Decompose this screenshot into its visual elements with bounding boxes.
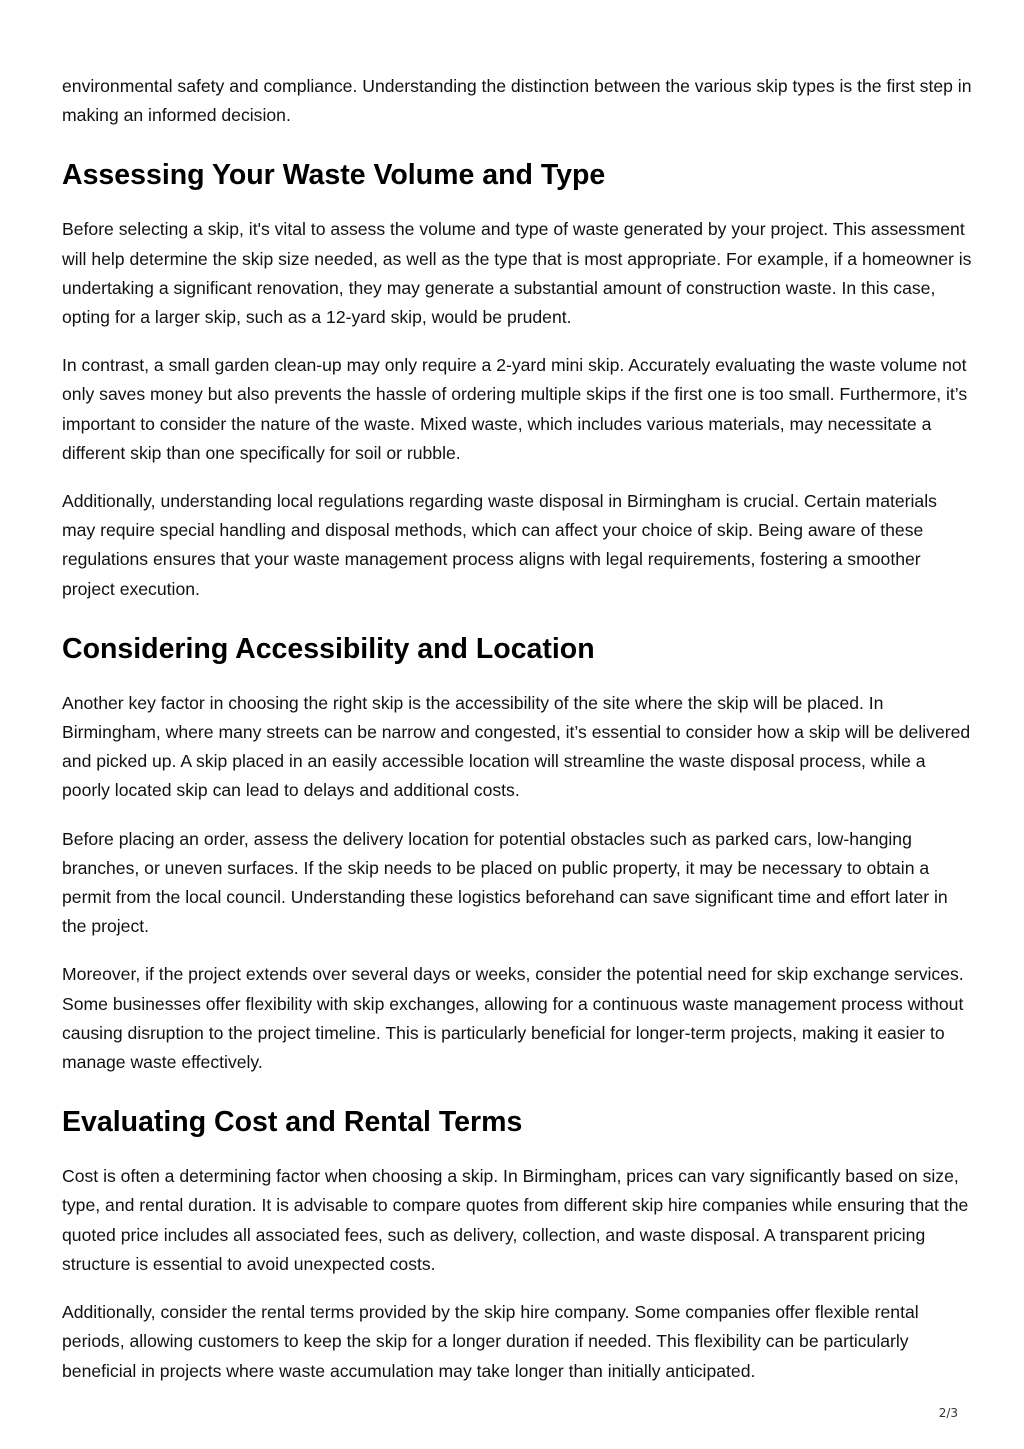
paragraph: In contrast, a small garden clean-up may only require a 2-yard mini skip. Accurately evaluating the waste volume not only saves money but also prevents the hassle of ordering multiple skips if the first one is too small. Furthermore, it’s important to consider the nature of the waste. Mixed waste, which includes various materials, may necessitate a different skip than one specifically for soil or rubble. <box>62 355 968 463</box>
section-heading-cost: Evaluating Cost and Rental Terms <box>62 1106 523 1139</box>
section-heading-waste-volume: Assessing Your Waste Volume and Type <box>62 159 606 192</box>
section-heading-accessibility: Considering Accessibility and Location <box>62 632 595 665</box>
paragraph: Moreover, if the project extends over several days or weeks, consider the potential need for skip exchange services. Some businesses offer flexibility with skip exchanges, allowing for a continuous waste management process without causing disruption to the project timeline. This is particularly beneficial for longer-term projects, making it easier to manage waste effectively. <box>62 964 964 1073</box>
paragraph: Another key factor in choosing the right skip is the accessibility of the site where the skip will be placed. In Birmingham, where many streets can be narrow and congested, it’s essential to consider how a skip will be delivered and picked up. A skip placed in an easily accessible location will streamline the waste disposal process, while a poorly located skip can lead to delays and additional costs. <box>62 692 971 801</box>
paragraph: Additionally, consider the rental terms provided by the skip hire company. Some companies offer flexible rental periods, allowing customers to keep the skip for a longer duration if needed. This flexibility can be particularly beneficial in projects where waste accumulation may take longer than initially anticipated. <box>62 1302 919 1381</box>
paragraph: Before selecting a skip, it's vital to assess the volume and type of waste generated by your project. This assessment will help determine the skip size needed, as well as the type that is most appropriate. For example, if a homeowner is undertaking a significant renovation, they may generate a substantial amount of construction waste. In this case, opting for a larger skip, such as a 12-yard skip, would be prudent. <box>62 219 972 328</box>
paragraph: Before placing an order, assess the delivery location for potential obstacles such as parked cars, low-hanging branches, or uneven surfaces. If the skip needs to be placed on public property, it may be necessary to obtain a permit from the local council. Understanding these logistics beforehand can save significant time and effort later in the project. <box>62 828 948 937</box>
document-page <box>62 72 972 1405</box>
paragraph: Additionally, understanding local regulations regarding waste disposal in Birmingham is crucial. Certain materials may require special handling and disposal methods, which can affect your choice of skip. Being aware of these regulations ensures that your waste management process aligns with legal requirements, fostering a smoother project execution. <box>62 491 937 599</box>
intro-paragraph: environmental safety and compliance. Understanding the distinction between the various skip types is the first step in making an informed decision. <box>62 76 972 126</box>
paragraph: Cost is often a determining factor when choosing a skip. In Birmingham, prices can vary significantly based on size, type, and rental duration. It is advisable to compare quotes from different skip hire companies while ensuring that the quoted price includes all associated fees, such as delivery, collection, and waste disposal. A transparent pricing structure is essential to avoid unexpected costs. <box>62 1166 969 1274</box>
page-number: 2/3 <box>938 1406 958 1420</box>
